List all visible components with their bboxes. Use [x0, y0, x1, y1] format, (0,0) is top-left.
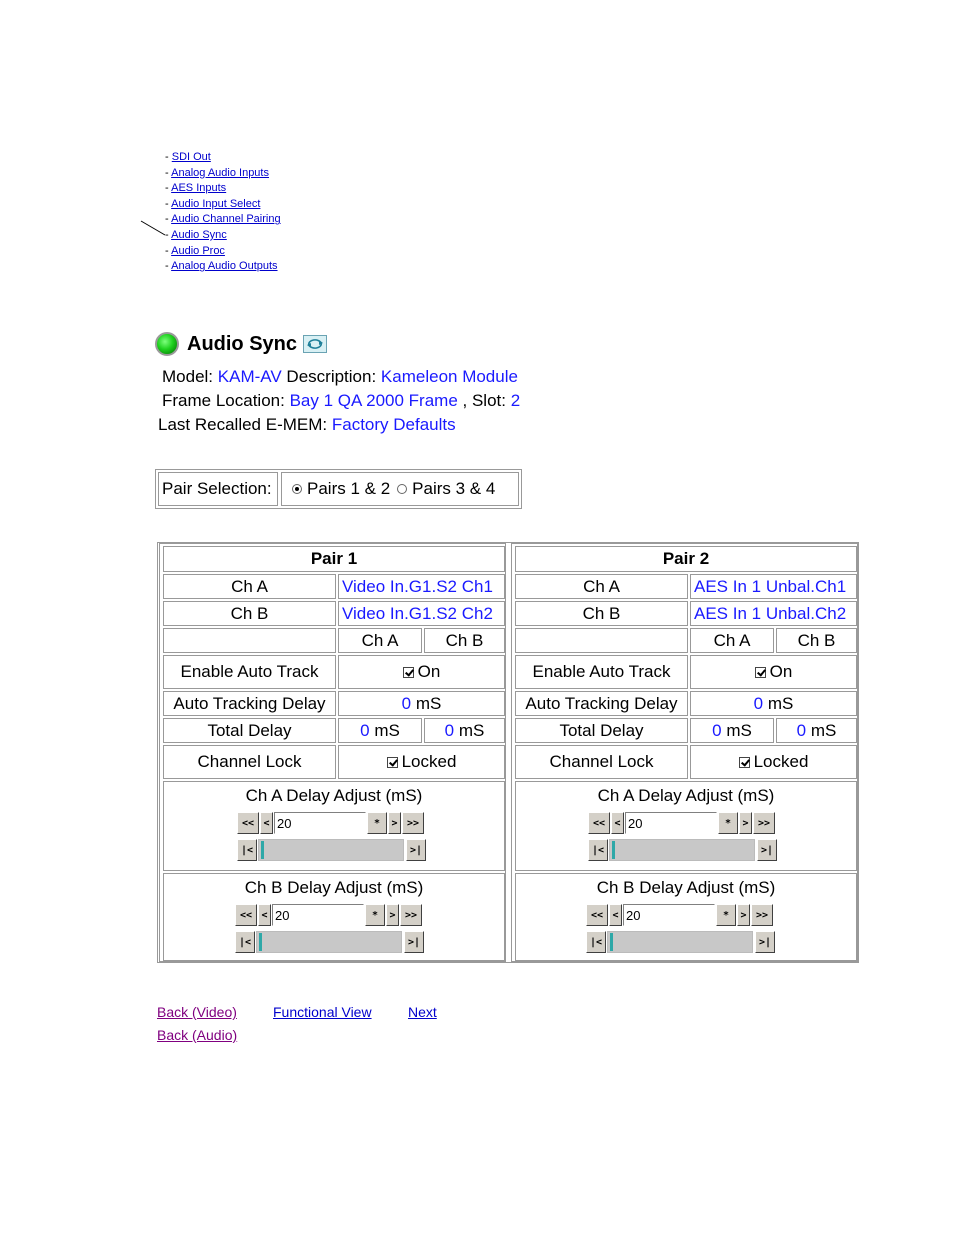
ch-b-delay-input[interactable] [623, 904, 715, 926]
fast-forward-button[interactable]: >> [400, 904, 422, 926]
back-button[interactable]: < [611, 812, 624, 834]
enable-auto-track-label: Enable Auto Track [515, 655, 688, 689]
ch-b-label: Ch B [515, 601, 688, 626]
slider-track[interactable] [256, 931, 402, 953]
total-delay-b [424, 718, 505, 743]
star-button[interactable]: * [367, 812, 387, 834]
auto-tracking-delay-value [338, 691, 505, 716]
description-label: Description: [286, 367, 377, 386]
page-title: Audio Sync [187, 332, 298, 355]
pair-header: Pair 1 [163, 546, 505, 572]
ch-a-slider [588, 839, 778, 861]
forward-button[interactable]: > [386, 904, 399, 926]
nav-item [165, 181, 281, 197]
min-button[interactable]: |< [237, 839, 257, 861]
ch-b-adjust-label: Ch B Delay Adjust (mS) [596, 878, 776, 897]
ch-b-adjust-label: Ch B Delay Adjust (mS) [244, 878, 424, 897]
ch-a-source-link[interactable]: AES In 1 Unbal.Ch1 [690, 574, 857, 599]
col-ch-b-header: Ch B [776, 628, 857, 653]
ch-a-label: Ch A [163, 574, 336, 599]
ch-a-delay-adjust [163, 781, 505, 871]
col-ch-b-header: Ch B [424, 628, 505, 653]
nav-dash: - [165, 213, 172, 226]
forward-button[interactable]: > [388, 812, 401, 834]
nav-list [165, 150, 281, 275]
ch-a-stepper [237, 812, 425, 834]
total-a-number: 0 [712, 720, 722, 740]
col-ch-a-header: Ch A [338, 628, 422, 653]
auto-tracking-delay-value [690, 691, 857, 716]
radio-pairs-3-4[interactable] [397, 484, 407, 494]
nav-item [165, 212, 281, 228]
max-button[interactable]: >| [757, 839, 777, 861]
slider-track[interactable] [258, 839, 404, 861]
enable-auto-track-text: On [417, 662, 441, 681]
enable-auto-track-label: Enable Auto Track [163, 655, 336, 689]
total-delay-a [690, 718, 774, 743]
frame-location-value: Bay 1 QA 2000 Frame [289, 391, 458, 410]
pair-header: Pair 2 [515, 546, 857, 572]
auto-tracking-delay-label: Auto Tracking Delay [515, 691, 688, 716]
col-ch-a-header: Ch A [690, 628, 774, 653]
unit: mS [810, 720, 837, 740]
empty-cell [515, 628, 688, 653]
ch-a-slider [237, 839, 427, 861]
description-value: Kameleon Module [380, 367, 518, 386]
channel-lock-cell [338, 745, 505, 779]
slot-value: 2 [510, 391, 521, 410]
functional-view-link[interactable]: Functional View [273, 1004, 372, 1020]
pair-selection-label: Pair Selection: [158, 472, 278, 506]
next-link-wrap [408, 1004, 437, 1020]
nav-dash: - [165, 166, 172, 179]
slider-thumb[interactable] [612, 841, 615, 859]
nav-item [165, 259, 281, 275]
auto-delay-number: 0 [753, 693, 764, 713]
title-row [155, 332, 327, 356]
fast-back-button[interactable]: << [586, 904, 608, 926]
total-b-number: 0 [444, 720, 455, 740]
unit: mS [726, 720, 752, 740]
channel-lock-cell [690, 745, 857, 779]
nav-item [165, 197, 281, 213]
radio-label-pairs-3-4: Pairs 3 & 4 [412, 479, 496, 498]
ch-a-delay-adjust [515, 781, 857, 871]
fast-back-button[interactable]: << [237, 812, 259, 834]
ch-a-label: Ch A [515, 574, 688, 599]
min-button[interactable]: |< [235, 931, 255, 953]
min-button[interactable]: |< [586, 931, 606, 953]
channel-lock-checkbox[interactable] [387, 757, 398, 768]
nav-link-sdi-out[interactable]: SDI Out [171, 151, 211, 163]
slot-label: , Slot: [462, 391, 506, 410]
max-button[interactable]: >| [406, 839, 426, 861]
status-led-icon [155, 332, 179, 356]
back-audio-link[interactable]: Back (Audio) [157, 1027, 238, 1043]
total-delay-b [776, 718, 857, 743]
nav-link-audio-channel-pairing[interactable]: Audio Channel Pairing [171, 213, 281, 226]
enable-auto-track-cell [690, 655, 857, 689]
ch-b-source-link[interactable]: Video In.G1.S2 Ch2 [338, 601, 505, 626]
nav-dash: - [165, 228, 172, 241]
channel-lock-text: Locked [401, 752, 457, 771]
back-button[interactable]: < [260, 812, 273, 834]
nav-dash: - [165, 260, 172, 273]
emem-label: Last Recalled E-MEM: [158, 415, 328, 434]
ch-b-slider [235, 931, 425, 953]
enable-auto-track-text: On [769, 662, 793, 681]
fast-back-button[interactable]: << [588, 812, 610, 834]
slider-track[interactable] [607, 931, 753, 953]
ch-a-adjust-label: Ch A Delay Adjust (mS) [597, 786, 775, 805]
star-button[interactable]: * [718, 812, 738, 834]
nav-dash: - [165, 197, 172, 210]
channel-lock-checkbox[interactable] [739, 757, 750, 768]
ch-b-delay-adjust [515, 873, 857, 961]
nav-link-audio-input-select[interactable]: Audio Input Select [171, 197, 261, 210]
nav-item [165, 150, 281, 166]
fast-forward-button[interactable]: >> [753, 812, 775, 834]
pairs-table [157, 542, 859, 963]
star-button[interactable]: * [716, 904, 736, 926]
ch-b-stepper [586, 904, 774, 926]
ch-a-delay-input[interactable] [625, 812, 717, 834]
forward-button[interactable]: > [739, 812, 752, 834]
nav-link-analog-audio-outputs[interactable]: Analog Audio Outputs [171, 260, 278, 273]
model-value: KAM-AV [217, 367, 282, 386]
total-delay-label: Total Delay [163, 718, 336, 743]
slider-thumb[interactable] [610, 933, 613, 951]
enable-auto-track-checkbox[interactable] [403, 667, 414, 678]
nav-link-aes-inputs[interactable]: AES Inputs [171, 182, 227, 195]
total-a-number: 0 [360, 720, 370, 740]
fast-back-button[interactable]: << [235, 904, 257, 926]
ch-a-source-link[interactable]: Video In.G1.S2 Ch1 [338, 574, 505, 599]
empty-cell [163, 628, 336, 653]
nav-link-analog-audio-inputs[interactable]: Analog Audio Inputs [171, 166, 269, 179]
nav-item [165, 244, 281, 260]
ch-b-slider [586, 931, 776, 953]
auto-delay-number: 0 [401, 693, 412, 713]
min-button[interactable]: |< [588, 839, 608, 861]
pair-1-panel [159, 543, 506, 962]
unit: mS [415, 693, 442, 713]
back-audio-link-wrap [157, 1027, 237, 1043]
total-delay-a [338, 718, 422, 743]
back-video-link-wrap [157, 1004, 237, 1020]
enable-auto-track-cell [338, 655, 505, 689]
pair-selection-options [281, 472, 519, 506]
max-button[interactable]: >| [755, 931, 775, 953]
unit: mS [374, 720, 400, 740]
pair-2-panel [511, 543, 858, 962]
radio-pairs-1-2[interactable] [292, 484, 302, 494]
nav-dash: - [165, 244, 172, 257]
emem-value: Factory Defaults [331, 415, 456, 434]
refresh-button[interactable] [303, 335, 327, 353]
nav-dash: - [165, 151, 172, 163]
model-label: Model: [162, 367, 214, 386]
total-delay-label: Total Delay [515, 718, 688, 743]
fast-forward-button[interactable]: >> [751, 904, 773, 926]
slider-thumb[interactable] [259, 933, 262, 951]
ch-b-stepper [235, 904, 423, 926]
unit: mS [458, 720, 485, 740]
back-button[interactable]: < [258, 904, 271, 926]
back-video-link[interactable]: Back (Video) [157, 1004, 237, 1020]
slider-track[interactable] [609, 839, 755, 861]
ch-a-adjust-label: Ch A Delay Adjust (mS) [245, 786, 423, 805]
enable-auto-track-checkbox[interactable] [755, 667, 766, 678]
fast-forward-button[interactable]: >> [402, 812, 424, 834]
nav-dash: - [165, 182, 172, 195]
nav-link-audio-proc[interactable]: Audio Proc [171, 244, 225, 257]
auto-tracking-delay-label: Auto Tracking Delay [163, 691, 336, 716]
nav-item [165, 166, 281, 182]
star-button[interactable]: * [365, 904, 385, 926]
channel-lock-label: Channel Lock [515, 745, 688, 779]
pointer-line-icon [140, 220, 170, 240]
ch-a-stepper [588, 812, 776, 834]
ch-b-source-link[interactable]: AES In 1 Unbal.Ch2 [690, 601, 857, 626]
functional-view-link-wrap [273, 1004, 372, 1020]
forward-button[interactable]: > [737, 904, 750, 926]
pair-selection-table [155, 469, 522, 509]
max-button[interactable]: >| [404, 931, 424, 953]
emem-line [158, 415, 456, 435]
model-line [162, 367, 518, 387]
next-link[interactable]: Next [408, 1004, 437, 1020]
back-button[interactable]: < [609, 904, 622, 926]
nav-item [165, 228, 281, 244]
total-b-number: 0 [796, 720, 807, 740]
unit: mS [767, 693, 794, 713]
ch-b-delay-adjust [163, 873, 505, 961]
channel-lock-label: Channel Lock [163, 745, 336, 779]
frame-location-label: Frame Location: [162, 391, 285, 410]
slider-thumb[interactable] [261, 841, 264, 859]
radio-label-pairs-1-2: Pairs 1 & 2 [307, 479, 391, 498]
frame-line [162, 391, 520, 411]
channel-lock-text: Locked [753, 752, 809, 771]
refresh-icon [306, 338, 324, 350]
nav-link-audio-sync[interactable]: Audio Sync [171, 228, 227, 241]
ch-b-delay-input[interactable] [272, 904, 364, 926]
ch-a-delay-input[interactable] [274, 812, 366, 834]
ch-b-label: Ch B [163, 601, 336, 626]
